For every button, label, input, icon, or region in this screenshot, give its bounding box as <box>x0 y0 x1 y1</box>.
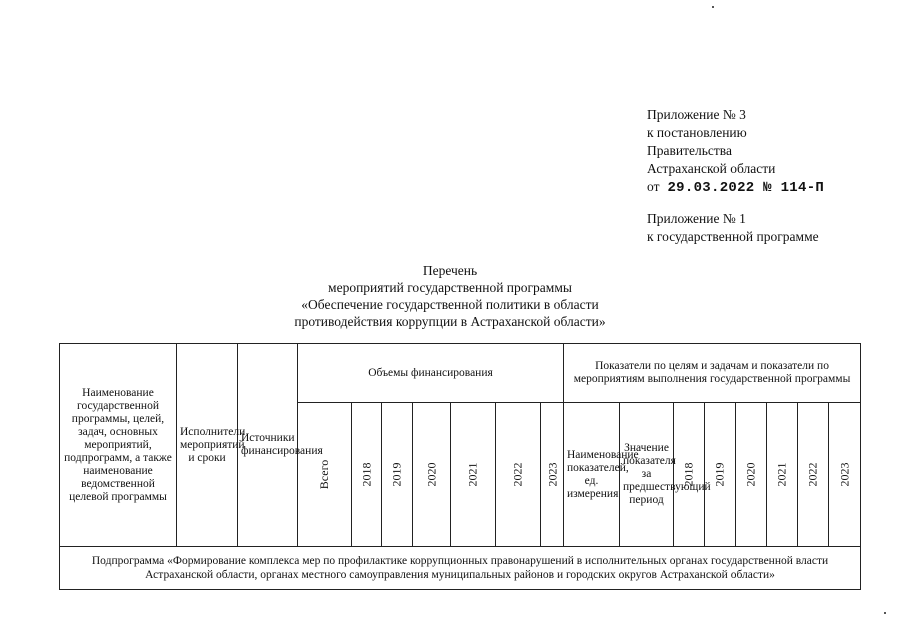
annex-line: Приложение № 3 <box>647 107 746 122</box>
ind-year-label: 2019 <box>712 462 727 486</box>
col-total-header <box>298 403 352 547</box>
fin-year-label: 2018 <box>359 462 373 486</box>
fin-year-label: 2019 <box>389 462 404 486</box>
annex-line: Астраханской области <box>647 161 776 176</box>
date-number: 29.03.2022 № 114-П <box>667 180 825 196</box>
fin-year-header <box>352 403 382 547</box>
col-total-label: Всего <box>317 459 331 489</box>
fin-year-label: 2021 <box>465 462 480 486</box>
ind-year-label: 2022 <box>805 462 820 486</box>
fin-year-label: 2020 <box>424 462 438 486</box>
ind-year-header <box>798 403 829 547</box>
ind-year-header <box>829 403 861 547</box>
annex-line: к государственной программе <box>647 229 819 244</box>
ind-year-header <box>736 403 767 547</box>
subprogram-row <box>60 547 861 590</box>
financing-group-header: Объемы финансирования <box>298 344 564 403</box>
ind-year-header <box>674 403 705 547</box>
scan-speck <box>884 612 886 614</box>
col-sources-header: Источники финансирования <box>238 344 298 547</box>
ind-year-label: 2021 <box>774 462 789 486</box>
annex-block-1 <box>647 210 819 246</box>
fin-year-label: 2022 <box>510 462 525 486</box>
annex-line: Правительства <box>647 143 732 158</box>
fin-year-label: 2023 <box>545 462 560 486</box>
col-indicator-prev-header: Значение показателя за предшествующий период <box>620 403 674 547</box>
ind-year-label: 2018 <box>681 462 696 486</box>
ind-year-header <box>767 403 798 547</box>
fin-year-header <box>382 403 413 547</box>
annex-line: Приложение № 1 <box>647 211 746 226</box>
fin-year-header <box>496 403 541 547</box>
col-executors-header: Исполнители мероприятий и сроки <box>177 344 238 547</box>
title-line: «Обеспечение государственной политики в области <box>301 297 599 312</box>
col-indicator-name-header: Наименование показателей, ед. измерения <box>564 403 620 547</box>
scan-speck <box>712 6 714 8</box>
date-prefix: от <box>647 179 660 194</box>
header-row-main <box>60 344 861 403</box>
title-line: противодействия коррупции в Астраханской области» <box>294 314 606 329</box>
fin-year-header <box>541 403 564 547</box>
ind-year-header <box>705 403 736 547</box>
fin-year-header <box>451 403 496 547</box>
ind-year-label: 2020 <box>743 462 758 486</box>
title-line: мероприятий государственной программы <box>328 280 572 295</box>
title-line: Перечень <box>422 263 478 278</box>
annex-block-3 <box>647 106 824 197</box>
document-title <box>200 262 700 330</box>
activities-table <box>59 343 861 590</box>
annex-date-line <box>647 178 824 197</box>
subprogram-title: Подпрограмма «Формирование комплекса мер по профилактике коррупционных правонарушений в исполнительных органах государственной власти Астраханской области, органах местного самоуправления муниципальных районов и городских округов Астраханской области» <box>60 547 861 590</box>
col-name-header: Наименование государственной программы, целей, задач, основных мероприятий, подпрограмм, а также наименование ведомственной целевой программы <box>60 344 177 547</box>
ind-year-label: 2023 <box>837 462 852 486</box>
indicators-group-header: Показатели по целям и задачам и показатели по мероприятиям выполнения государственной программы <box>564 344 861 403</box>
annex-line: к постановлению <box>647 125 747 140</box>
fin-year-header <box>413 403 451 547</box>
